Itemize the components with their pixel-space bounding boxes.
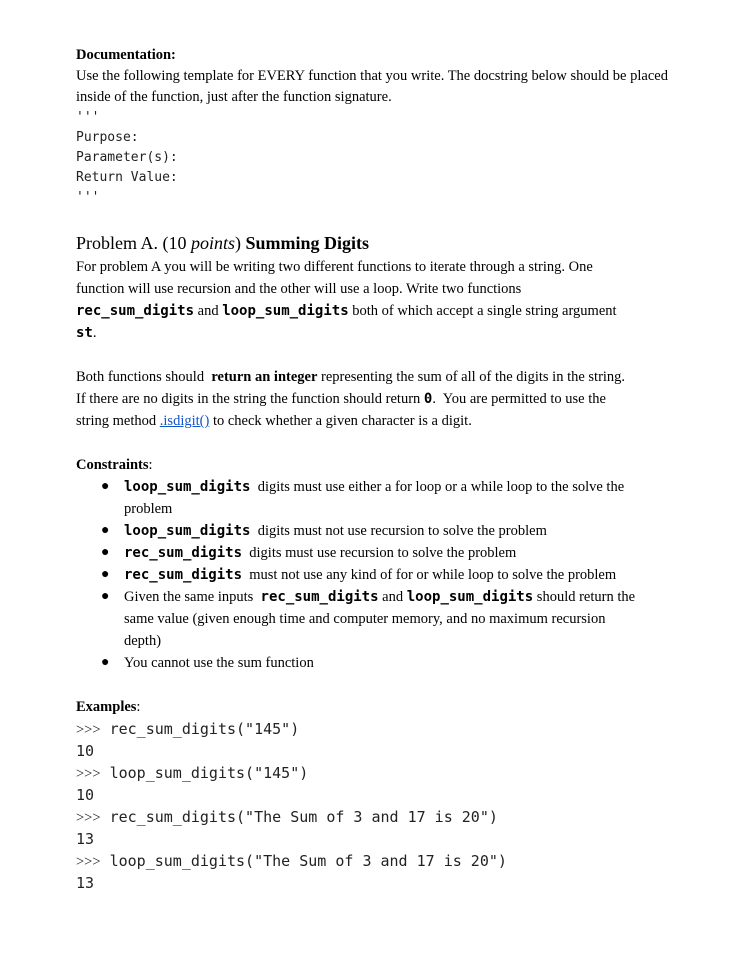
- prompt: >>>: [76, 722, 101, 738]
- documentation-heading: Documentation:: [76, 47, 176, 63]
- example-call: >>> loop_sum_digits("145"): [76, 764, 309, 782]
- problem-name: Summing Digits: [245, 233, 370, 253]
- example-output: 13: [76, 830, 95, 848]
- template-line: ''': [76, 110, 100, 125]
- problem-points: points: [191, 233, 236, 253]
- constraint-code: rec_sum_digits: [124, 567, 243, 583]
- constraint-text: must not use any kind of for or while loop to solve the problem: [242, 567, 617, 583]
- bullet-icon: ●: [101, 523, 110, 538]
- prompt: >>>: [76, 810, 101, 826]
- list-item: [76, 564, 706, 586]
- constraint-code: rec_sum_digits: [124, 545, 243, 561]
- constraint-code: rec_sum_digits: [260, 589, 379, 605]
- example-call: >>> rec_sum_digits("The Sum of 3 and 17 is 20"): [76, 808, 498, 826]
- constraint-text: should return the: [533, 589, 636, 605]
- bullet-icon: ●: [101, 567, 110, 582]
- intro-and: and: [194, 303, 223, 319]
- constraints-list: [76, 476, 706, 674]
- list-item: [76, 476, 706, 520]
- isdigit-link[interactable]: .isdigit(): [159, 413, 210, 429]
- constraint-text: digits must use recursion to solve the problem: [242, 545, 517, 561]
- problem-title: [76, 230, 706, 256]
- bullet-icon: ●: [101, 479, 110, 494]
- example-output: 10: [76, 742, 95, 760]
- example-output: 10: [76, 786, 95, 804]
- return-line-2b: . You are permitted to use the: [432, 391, 606, 407]
- problem-prefix: Problem A. (10: [76, 233, 191, 253]
- constraint-code: loop_sum_digits: [406, 589, 534, 605]
- template-line: ''': [76, 190, 100, 205]
- arg-name: st: [76, 325, 93, 341]
- examples-block: [76, 718, 706, 894]
- examples-heading: Examples:: [76, 699, 141, 715]
- return-paragraph: [76, 366, 706, 432]
- docstring-template: [76, 108, 706, 208]
- list-item: [76, 586, 706, 652]
- fn-loop-name: loop_sum_digits: [222, 303, 349, 319]
- list-item: [76, 652, 706, 674]
- intro-line-1: For problem A you will be writing two different functions to iterate through a string. One: [76, 259, 593, 275]
- example-call: >>> loop_sum_digits("The Sum of 3 and 17 is 20"): [76, 852, 507, 870]
- return-start: Both functions should: [76, 369, 212, 385]
- example-call: >>> rec_sum_digits("145"): [76, 720, 300, 738]
- return-line-3a: string method: [76, 413, 160, 429]
- intro-line-3: [76, 300, 706, 322]
- example-output: 13: [76, 874, 95, 892]
- template-line: Parameter(s):: [76, 150, 178, 165]
- constraint-text: and: [378, 589, 407, 605]
- return-bold: return an integer: [211, 369, 318, 385]
- intro-period: .: [92, 325, 97, 341]
- return-line-2a: If there are no digits in the string the function should return: [76, 391, 424, 407]
- constraint-text: Given the same inputs: [124, 589, 261, 605]
- document-page: [76, 44, 706, 894]
- fn-rec-name: rec_sum_digits: [76, 303, 195, 319]
- constraint-code: loop_sum_digits: [124, 523, 251, 539]
- intro-line-2: function will use recursion and the other will use a loop. Write two functions: [76, 281, 522, 297]
- template-line: Return Value:: [76, 170, 178, 185]
- return-line-3: [76, 410, 706, 432]
- bullet-icon: ●: [101, 589, 110, 604]
- constraint-text: You cannot use the sum function: [124, 655, 314, 671]
- return-line-1: [76, 366, 706, 388]
- return-rest-1: representing the sum of all of the digits in the string.: [317, 369, 626, 385]
- documentation-line-2: inside of the function, just after the function signature.: [76, 89, 392, 105]
- intro-paragraph: [76, 256, 706, 344]
- zero-value: 0: [423, 391, 433, 407]
- intro-line-4: [76, 322, 706, 344]
- constraint-text: problem: [124, 501, 173, 517]
- list-item: [76, 542, 706, 564]
- constraints-heading: Constraints:: [76, 457, 153, 473]
- bullet-icon: ●: [101, 545, 110, 560]
- return-line-2: [76, 388, 706, 410]
- constraint-text: digits must use either a for loop or a while loop to the solve the: [250, 479, 625, 495]
- constraint-text: digits must not use recursion to solve the problem: [250, 523, 547, 539]
- constraint-code: loop_sum_digits: [124, 479, 251, 495]
- prompt: >>>: [76, 766, 101, 782]
- template-line: Purpose:: [76, 130, 139, 145]
- bullet-icon: ●: [101, 655, 110, 670]
- documentation-line-1: Use the following template for EVERY function that you write. The docstring below should be placed: [76, 68, 668, 84]
- problem-suffix: ): [235, 233, 246, 253]
- list-item: [76, 520, 706, 542]
- intro-rest: both of which accept a single string argument: [348, 303, 617, 319]
- prompt: >>>: [76, 854, 101, 870]
- return-line-3b: to check whether a given character is a digit.: [209, 413, 472, 429]
- constraint-text: same value (given enough time and computer memory, and no maximum recursion: [124, 611, 606, 627]
- constraint-text: depth): [124, 633, 162, 649]
